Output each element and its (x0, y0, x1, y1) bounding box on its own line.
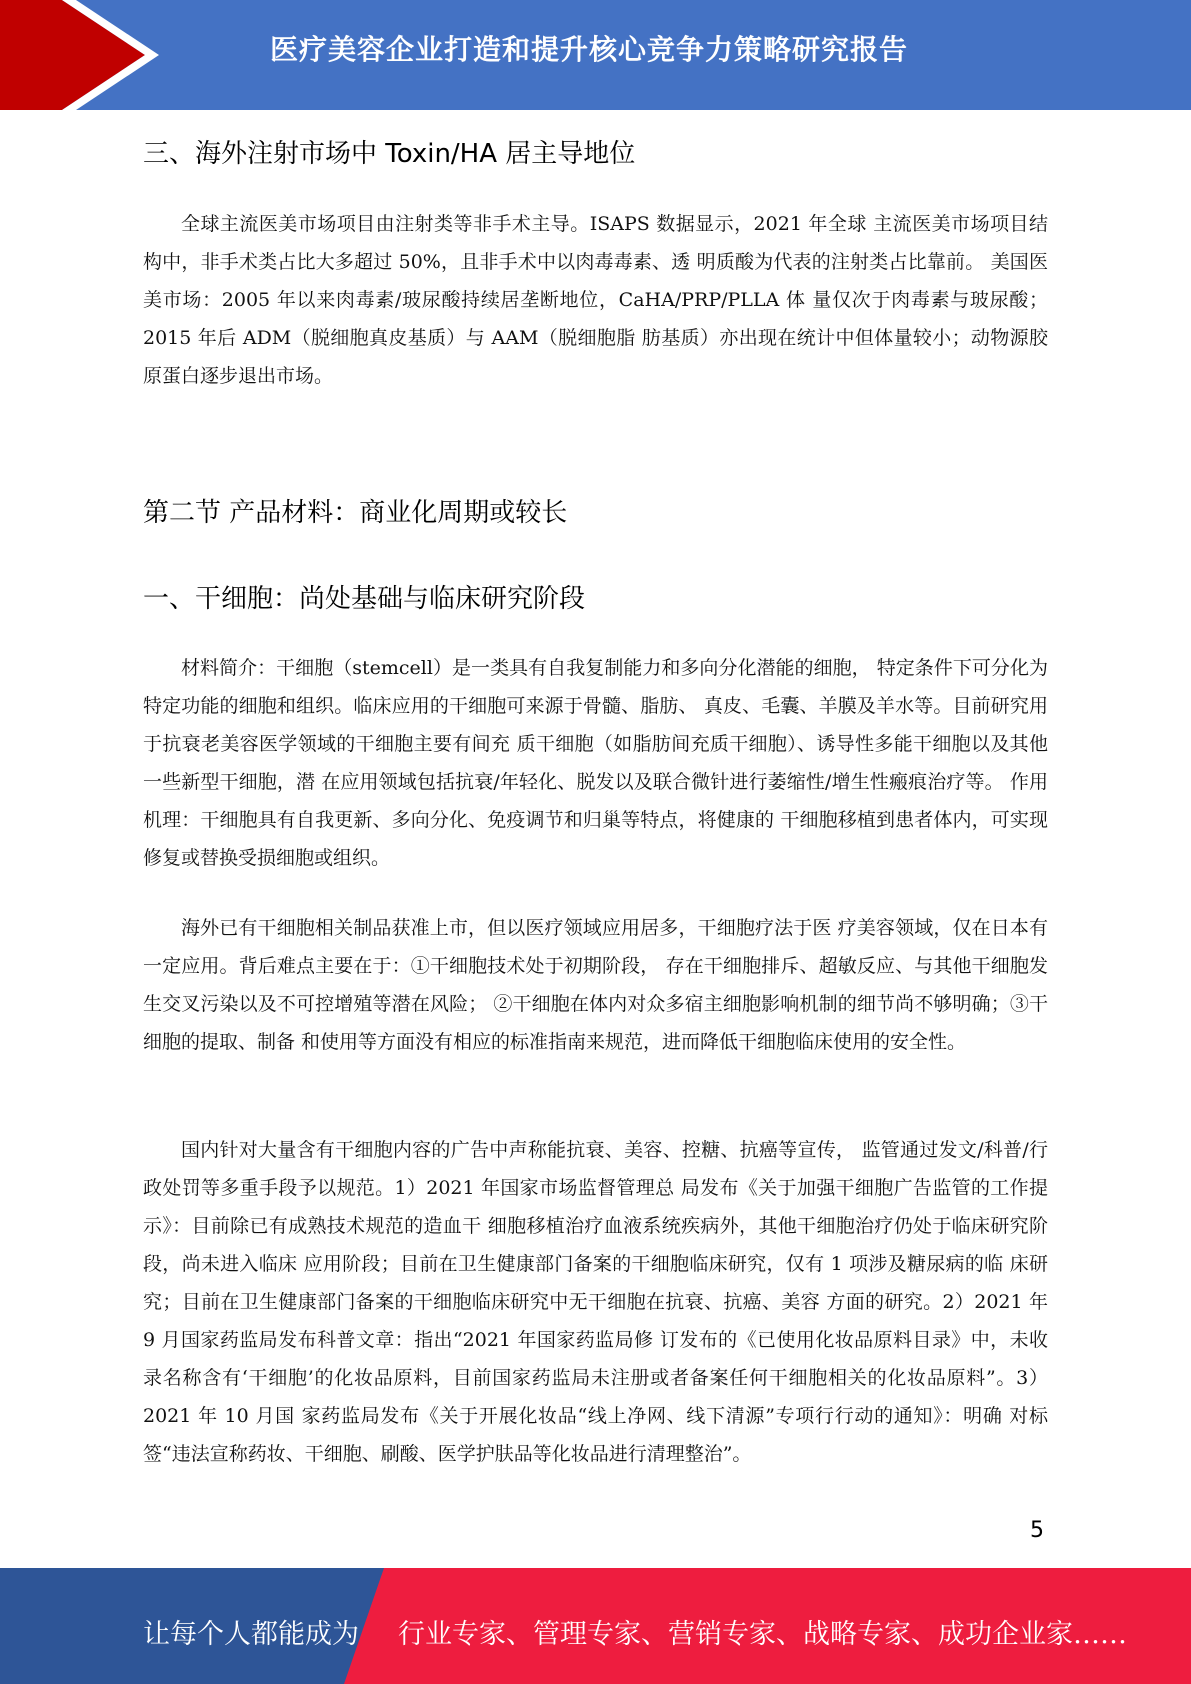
section-heading-overseas-injection: 三、海外注射市场中 Toxin/HA 居主导地位 (143, 139, 636, 169)
header-title: 医疗美容企业打造和提升核心竞争力策略研究报告 (270, 33, 909, 66)
footer-slogan-left: 让每个人都能成为 (143, 1619, 359, 1650)
paragraph-stem-cell-overseas: 海外已有干细胞相关制品获准上市，但以医疗领域应用居多，干细胞疗法于医 疗美容领域，仅在日本有一定应用。背后难点主要在于：①干细胞技术处于初期阶段， 存在干细胞排斥、超敏反应、与其他干细胞发生交叉污染以及不可控增殖等潜在风险； ②干细胞在体内对众多宿主细胞影响机制的细节尚不够明确；③干细胞的提取、制备 和使用等方面没有相应的标准指南来规范，进而降低干细胞临床使用的安全性。 (143, 917, 1048, 1053)
page-footer (0, 1568, 1191, 1684)
section-heading-stem-cells: 一、干细胞：尚处基础与临床研究阶段 (143, 584, 586, 614)
page-number: 5 (1030, 1518, 1044, 1543)
paragraph-stem-cell-intro: 材料简介：干细胞（stemcell）是一类具有自我复制能力和多向分化潜能的细胞， 特定条件下可分化为特定功能的细胞和组织。临床应用的干细胞可来源于骨髓、脂肪、 真皮、毛囊、羊膜及羊水等。目前研究用于抗衰老美容医学领域的干细胞主要有间充 质干细胞（如脂肪间充质干细胞）、诱导性多能干细胞以及其他一些新型干细胞，潜 在应用领域包括抗衰/年轻化、脱发以及联合微针进行萎缩性/增生性瘢痕治疗等。 作用机理：干细胞具有自我更新、多向分化、免疫调节和归巢等特点，将健康的 干细胞移植到患者体内，可实现修复或替换受损细胞或组织。 (143, 657, 1048, 869)
page-header (0, 0, 1191, 110)
paragraph-overseas-market: 全球主流医美市场项目由注射类等非手术主导。ISAPS 数据显示，2021 年全球 主流医美市场项目结构中，非手术类占比大多超过 50%，且非手术中以肉毒毒素、透 明质酸为代表的注射类占比靠前。 美国医美市场：2005 年以来肉毒素/玻尿酸持续居垄断地位，CaHA/PRP/PLLA 体 量仅次于肉毒素与玻尿酸；2015 年后 ADM（脱细胞真皮基质）与 AAM（脱细胞脂 肪基质）亦出现在统计中但体量较小；动物源胶原蛋白逐步退出市场。 (143, 213, 1048, 387)
header-red-arrow (0, 0, 145, 110)
paragraph-stem-cell-regulation: 国内针对大量含有干细胞内容的广告中声称能抗衰、美容、控糖、抗癌等宣传， 监管通过发文/科普/行政处罚等多重手段予以规范。1）2021 年国家市场监督管理总 局发布《关于加强干细胞广告监管的工作提示》：目前除已有成熟技术规范的造血干 细胞移植治疗血液系统疾病外，其他干细胞治疗仍处于临床研究阶段，尚未进入临床 应用阶段；目前在卫生健康部门备案的干细胞临床研究，仅有 1 项涉及糖尿病的临 床研究；目前在卫生健康部门备案的干细胞临床研究中无干细胞在抗衰、抗癌、美容 方面的研究。2）2021 年 9 月国家药监局发布科普文章：指出“2021 年国家药监局修 订发布的《已使用化妆品原料目录》中，未收录名称含有‘干细胞’的化妆品原料，目前国家药监局未注册或者备案任何干细胞相关的化妆品原料”。3）2021 年 10 月国 家药监局发布《关于开展化妆品“线上净网、线下清源”专项行行动的通知》：明确 对标签“违法宣称药妆、干细胞、刷酸、医学护肤品等化妆品进行清理整治”。 (143, 1139, 1048, 1465)
section-heading-product-materials: 第二节 产品材料：商业化周期或较长 (143, 498, 568, 528)
footer-slogan-right: 行业专家、管理专家、营销专家、战略专家、成功企业家…… (398, 1619, 1127, 1650)
